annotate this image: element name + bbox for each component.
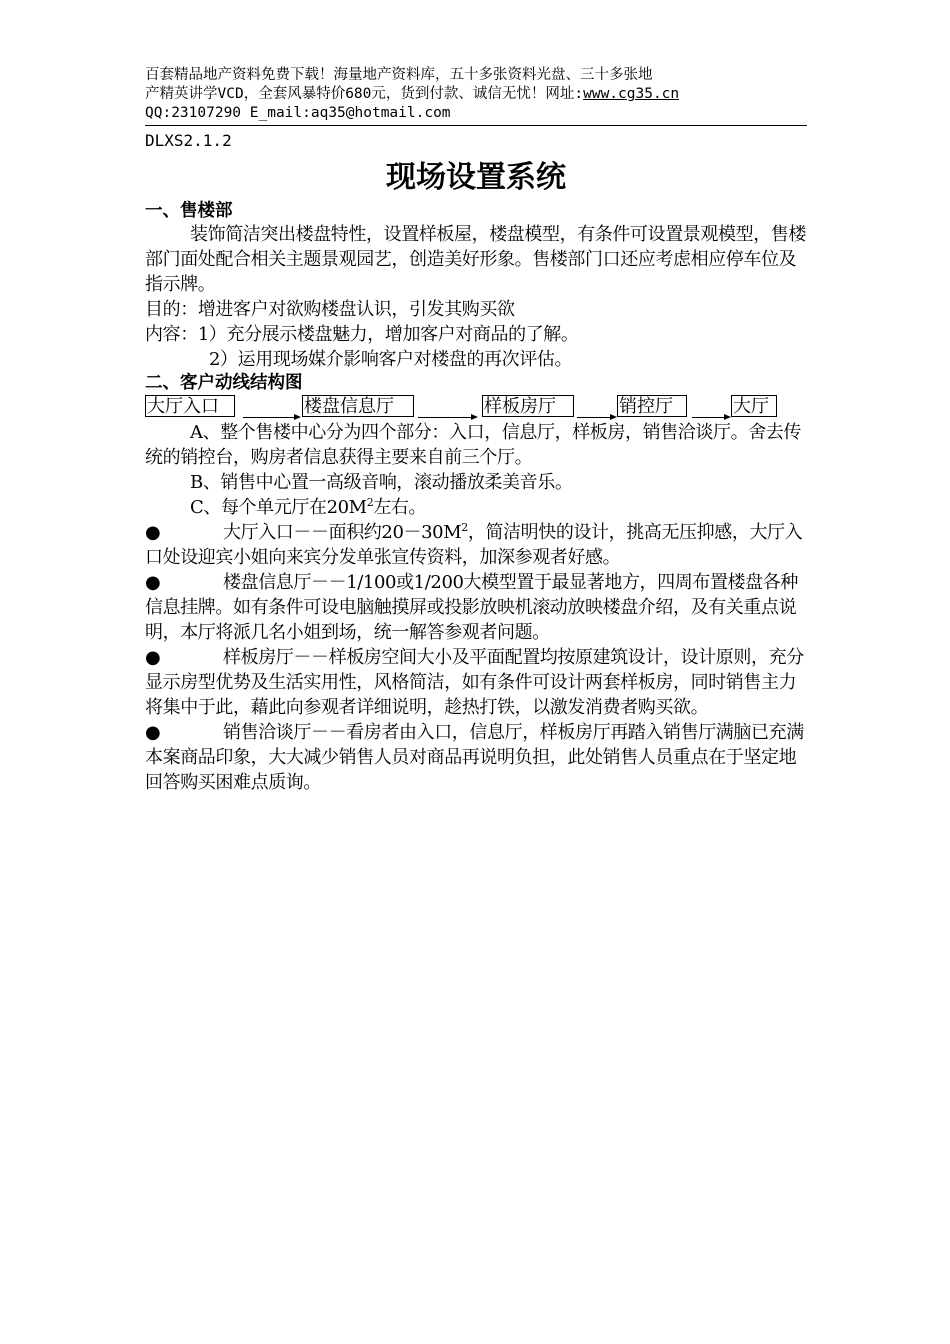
paragraph-c-suffix: 左右。: [373, 497, 427, 518]
flow-box-info-hall: 楼盘信息厅: [302, 395, 414, 417]
bullet-text-cont: ，简洁明快的设计，挑高无压抑感，大厅入口处设迎宾小姐向来宾分发单张宣传资料，加深参观者好感。: [145, 522, 803, 568]
page-title: 现场设置系统: [386, 160, 566, 195]
paragraph-c-sup: 2: [366, 496, 374, 509]
header-line-2-text: 产精英讲学VCD，全套风暴特价680元，货到付款、诚信无忧！网址:: [145, 86, 584, 102]
content-label: 内容：: [145, 324, 198, 345]
flow-box-lobby-entrance: 大厅入口: [145, 395, 235, 417]
flow-box-showroom: 样板房厅: [482, 395, 574, 417]
content-item-1: 1）充分展示楼盘魅力，增加客户对商品的了解。: [197, 324, 579, 345]
page-header: [145, 66, 807, 123]
content-line-1: [145, 322, 807, 347]
bullet-mark: ●: [145, 522, 161, 543]
purpose-line: [145, 297, 807, 322]
bullet-text: 大厅入口－－面积约20－30M: [223, 522, 462, 543]
bullet-text: 样板房厅－－样板房空间大小及平面配置均按原建筑设计，设计原则，充分显示房型优势及生活实用性，风格简洁，如有条件可设计两套样板房，同时销售主力将集中于此，藉此向参观者详细说明，趁热打铁，以激发消费者购买欲。: [145, 647, 804, 718]
paragraph-a: A、整个售楼中心分为四个部分：入口，信息厅，样板房，销售洽谈厅。舍去传统的销控台，购房者信息获得主要来自前三个厅。: [145, 422, 801, 468]
content-item-2: 2）运用现场媒介影响客户对楼盘的再次评估。: [209, 349, 573, 370]
bullet-mark: ●: [145, 722, 161, 743]
header-url-link[interactable]: www.cg35.cn: [583, 86, 680, 102]
flow-arrow-2: [418, 417, 476, 418]
bullet-mark: ●: [145, 647, 161, 668]
section-1-paragraph: 装饰简洁突出楼盘特性，设置样板屋，楼盘模型，有条件可设置景观模型，售楼部门面处配合相关主题景观园艺，创造美好形象。售楼部门口还应考虑相应停车位及指示牌。: [145, 224, 806, 295]
flow-arrow-3: [577, 417, 615, 418]
purpose-label: 目的：: [145, 299, 198, 320]
paragraph-c: [145, 495, 807, 520]
bullet-sales-room: [145, 720, 807, 795]
customer-flow-diagram: [145, 395, 807, 419]
bullet-text: 楼盘信息厅－－1/100或1/200大模型置于最显著地方，四周布置楼盘各种信息挂牌。如有条件可设电脑触摸屏或投影放映机滚动放映楼盘介绍，及有关重点说明，本厅将派几名小姐到场，统一解答参观者问题。: [145, 572, 798, 643]
section-2-heading: 二、客户动线结构图: [145, 373, 303, 393]
flow-arrow-1: [243, 417, 299, 418]
section-1-heading: 一、售楼部: [145, 201, 233, 221]
header-line-2: [145, 85, 807, 104]
flow-arrow-4: [692, 417, 729, 418]
document-page: [145, 66, 807, 795]
header-line-3: QQ:23107290 E_mail:aq35@hotmail.com: [145, 105, 451, 121]
paragraph-b: B、销售中心置一高级音响，滚动播放柔美音乐。: [190, 472, 573, 493]
flow-box-sales-control: 销控厅: [617, 395, 687, 417]
bullet-mark: ●: [145, 572, 161, 593]
bullet-lobby-entrance: [145, 520, 807, 570]
header-line-1: 百套精品地产资料免费下载！海量地产资料库，五十多张资料光盘、三十多张地: [145, 67, 653, 83]
flow-box-hall: 大厅: [731, 395, 777, 417]
paragraph-c-text: C、每个单元厅在20M: [190, 497, 367, 518]
bullet-info-hall: [145, 570, 807, 645]
header-divider: [145, 125, 807, 126]
bullet-sup: 2: [461, 521, 468, 534]
purpose-text: 增进客户对欲购楼盘认识，引发其购买欲: [197, 299, 515, 320]
bullet-text: 销售洽谈厅－－看房者由入口，信息厅，样板房厅再踏入销售厅满脑已充满本案商品印象，大大减少销售人员对商品再说明负担，此处销售人员重点在于坚定地回答购买困难点质询。: [145, 722, 804, 793]
bullet-showroom: [145, 645, 807, 720]
document-id: DLXS2.1.2: [145, 131, 232, 150]
